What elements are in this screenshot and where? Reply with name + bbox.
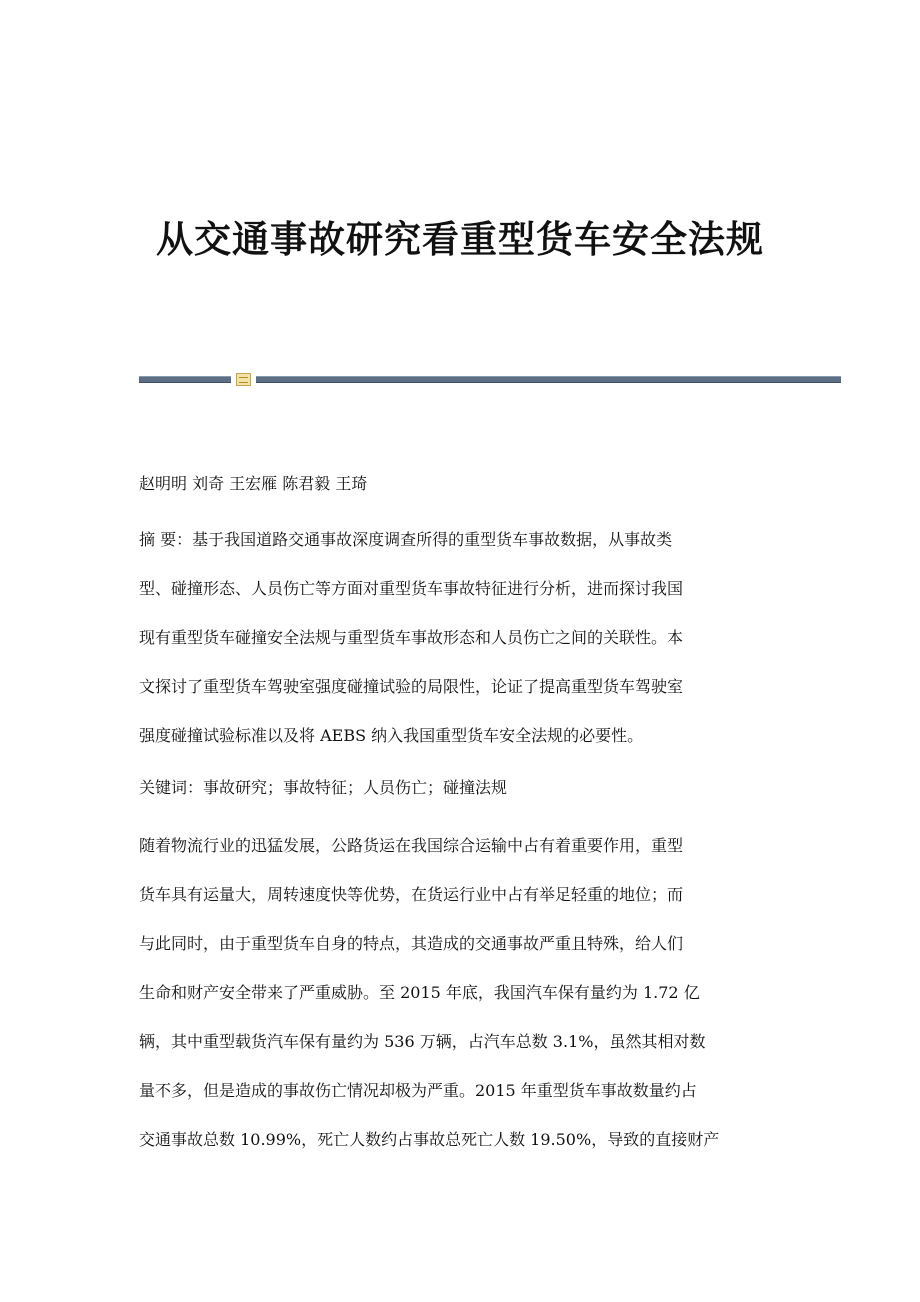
keywords-paragraph [139, 763, 781, 812]
abstract-line: 摘 要：基于我国道路交通事故深度调查所得的重型货车事故数据，从事故类 [139, 530, 673, 549]
body-line: 货车具有运量大，周转速度快等优势，在货运行业中占有举足轻重的地位；而 [139, 885, 684, 904]
abstract-paragraph [139, 515, 781, 760]
body-line: 生命和财产安全带来了严重威胁。至 2015 年底，我国汽车保有量约为 1.72 亿 [139, 983, 700, 1002]
abstract-line: 型、碰撞形态、人员伤亡等方面对重型货车事故特征进行分析，进而探讨我国 [139, 579, 684, 598]
document-title: 从交通事故研究看重型货车安全法规 [156, 217, 764, 261]
envelope-icon [236, 373, 251, 386]
body-line: 与此同时，由于重型货车自身的特点，其造成的交通事故严重且特殊，给人们 [139, 934, 684, 953]
title-divider [139, 375, 841, 384]
body-line: 量不多，但是造成的事故伤亡情况却极为严重。2015 年重型货车事故数量约占 [139, 1081, 697, 1100]
author-list: 赵明明 刘奇 王宏雁 陈君毅 王琦 [139, 474, 368, 493]
body-line: 随着物流行业的迅猛发展，公路货运在我国综合运输中占有着重要作用，重型 [139, 836, 684, 855]
keywords-line: 关键词：事故研究；事故特征；人员伤亡；碰撞法规 [139, 778, 508, 797]
abstract-line: 强度碰撞试验标准以及将 AEBS 纳入我国重型货车安全法规的必要性。 [139, 726, 644, 745]
abstract-line: 文探讨了重型货车驾驶室强度碰撞试验的局限性，论证了提高重型货车驾驶室 [139, 677, 684, 696]
body-paragraph [139, 821, 781, 1164]
divider-bar-left [139, 376, 231, 383]
body-line: 辆，其中重型载货汽车保有量约为 536 万辆，占汽车总数 3.1%，虽然其相对数 [139, 1032, 706, 1051]
abstract-line: 现有重型货车碰撞安全法规与重型货车事故形态和人员伤亡之间的关联性。本 [139, 628, 684, 647]
body-line: 交通事故总数 10.99%，死亡人数约占事故总死亡人数 19.50%，导致的直接财产 [139, 1130, 720, 1149]
divider-bar-right [256, 376, 841, 383]
